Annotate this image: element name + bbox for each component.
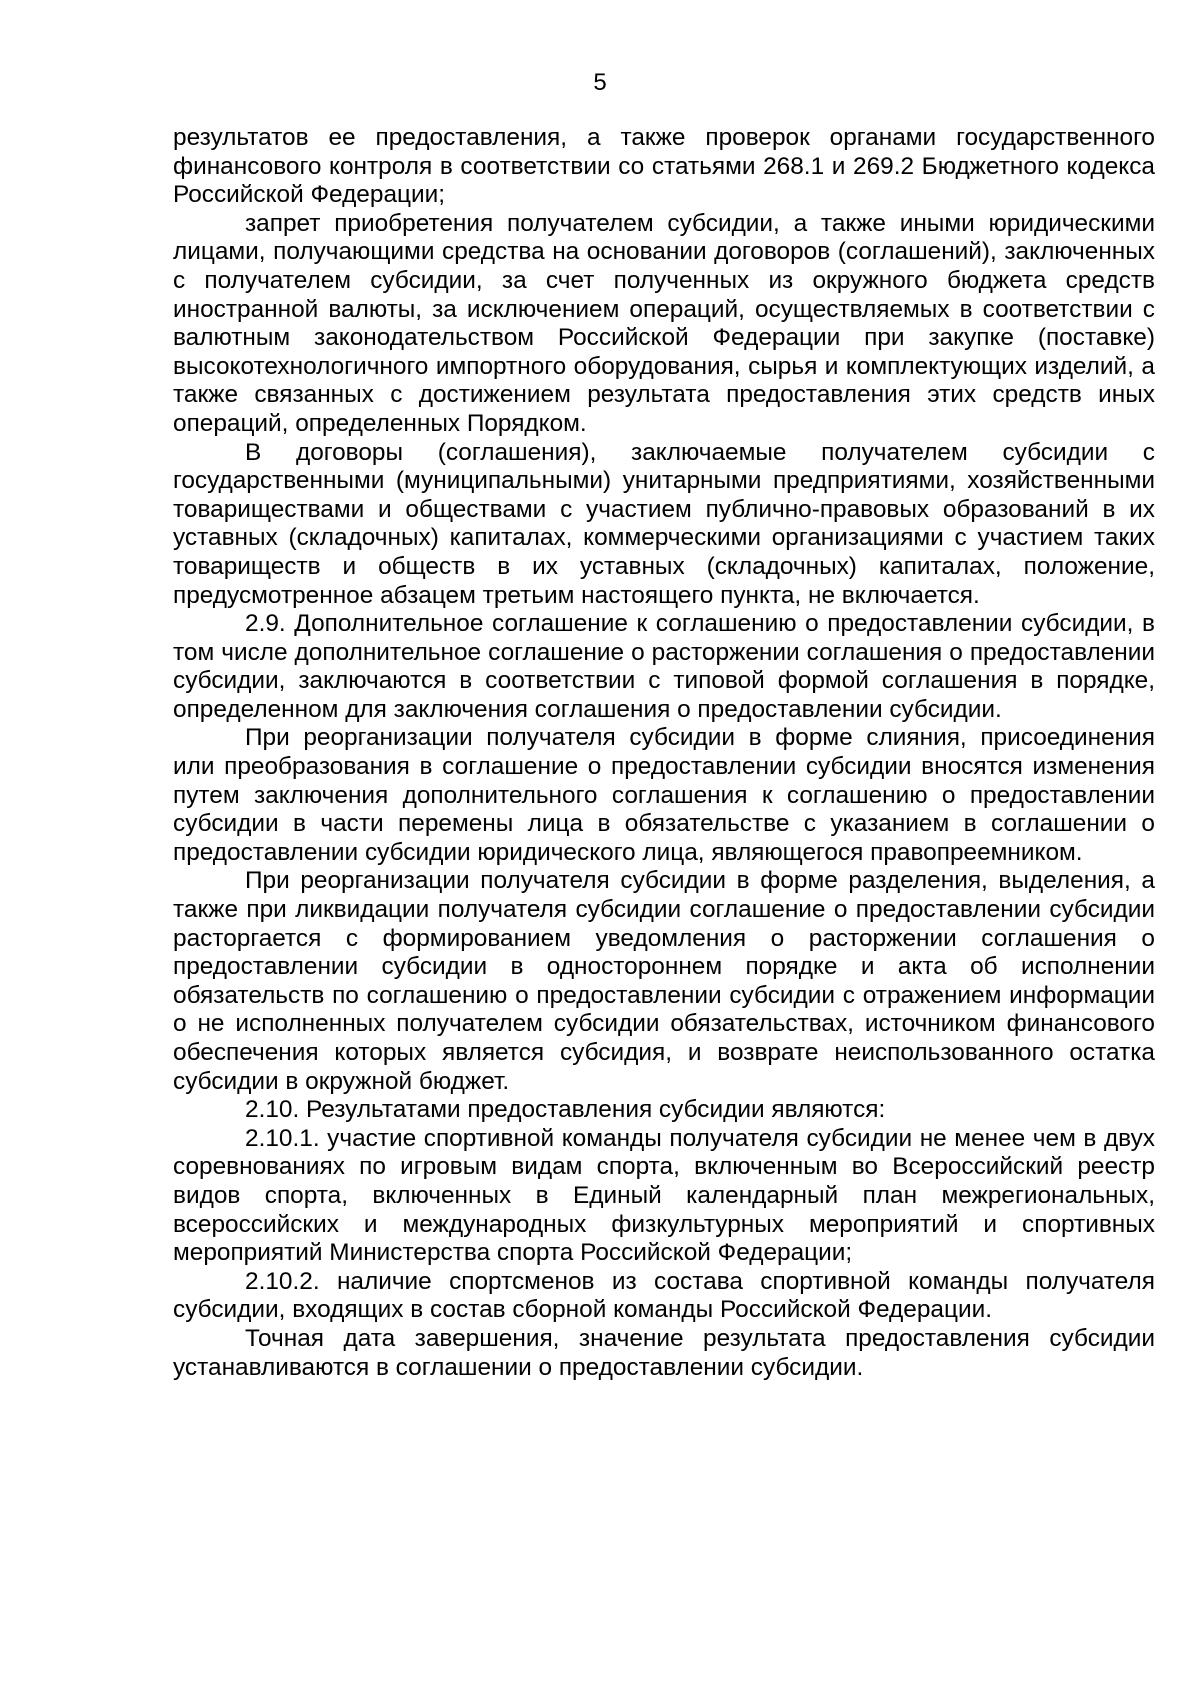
paragraph-2-9-additional-agreement: 2.9. Дополнительное соглашение к соглашению о предоставлении субсидии, в том числе дополнительное соглашение о расторжении соглашения о предоставлении субсидии, заключаются в соответствии с типовой формой соглашения в порядке, определенном для заключения соглашения о предоставлении субсидии. (173, 610, 1155, 723)
paragraph-2-10-2-national-team: 2.10.2. наличие спортсменов из состава спортивной команды получателя субсидии, входящих в состав сборной команды Российской Федерации. (173, 1267, 1155, 1324)
paragraph-contract-exclusion: В договоры (соглашения), заключаемые получателем субсидии с государственными (муниципальными) унитарными предприятиями, хозяйственными товариществами и обществами с участием публично-правовых образований в их уставных (складочных) капиталах, коммерческими организациями с участием таких товариществ и обществ в их уставных (складочных) капиталах, положение, предусмотренное абзацем третьим настоящего пункта, не включается. (173, 438, 1155, 609)
paragraph-currency-prohibition: запрет приобретения получателем субсидии, а также иными юридическими лицами, получающими средства на основании договоров (соглашений), заключенных с получателем субсидии, за счет полученных из окружного бюджета средств иностранной валюты, за исключением операций, осуществляемых в соответствии с валютным законодательством Российской Федерации при закупке (поставке) высокотехнологичного импортного оборудования, сырья и комплектующих изделий, а также связанных с достижением результата предоставления этих средств иных операций, определенных Порядком. (173, 209, 1155, 437)
paragraph-2-10-1-competitions: 2.10.1. участие спортивной команды получателя субсидии не менее чем в двух соревнованиях по игровым видам спорта, включенным во Всероссийский реестр видов спорта, включенных в Единый календарный план межрегиональных, всероссийских и международных физкультурных мероприятий и спортивных мероприятий Министерства спорта Российской Федерации; (173, 1124, 1155, 1267)
document-body (173, 124, 1155, 1382)
paragraph-reorganization-division: При реорганизации получателя субсидии в форме разделения, выделения, а также при ликвидации получателя субсидии соглашение о предоставлении субсидии расторгается с формированием уведомления о расторжении соглашения о предоставлении субсидии в одностороннем порядке и акта об исполнении обязательств по соглашению о предоставлении субсидии с отражением информации о не исполненных получателем субсидии обязательствах, источником финансового обеспечения которых является субсидия, и возврате неиспользованного остатка субсидии в окружной бюджет. (173, 867, 1155, 1095)
paragraph-completion-date: Точная дата завершения, значение результата предоставления субсидии устанавливаются в соглашении о предоставлении субсидии. (173, 1324, 1155, 1381)
page-number: 5 (593, 69, 607, 96)
paragraph-2-10-results: 2.10. Результатами предоставления субсидии являются: (245, 1096, 886, 1124)
paragraph-audit-continuation: результатов ее предоставления, а также проверок органами государственного финансового контроля в соответствии со статьями 268.1 и 269.2 Бюджетного кодекса Российской Федерации; (173, 124, 1155, 209)
paragraph-reorganization-merger: При реорганизации получателя субсидии в форме слияния, присоединения или преобразования в соглашение о предоставлении субсидии вносятся изменения путем заключения дополнительного соглашения к соглашению о предоставлении субсидии в части перемены лица в обязательстве с указанием в соглашении о предоставлении субсидии юридического лица, являющегося правопреемником. (173, 724, 1155, 866)
